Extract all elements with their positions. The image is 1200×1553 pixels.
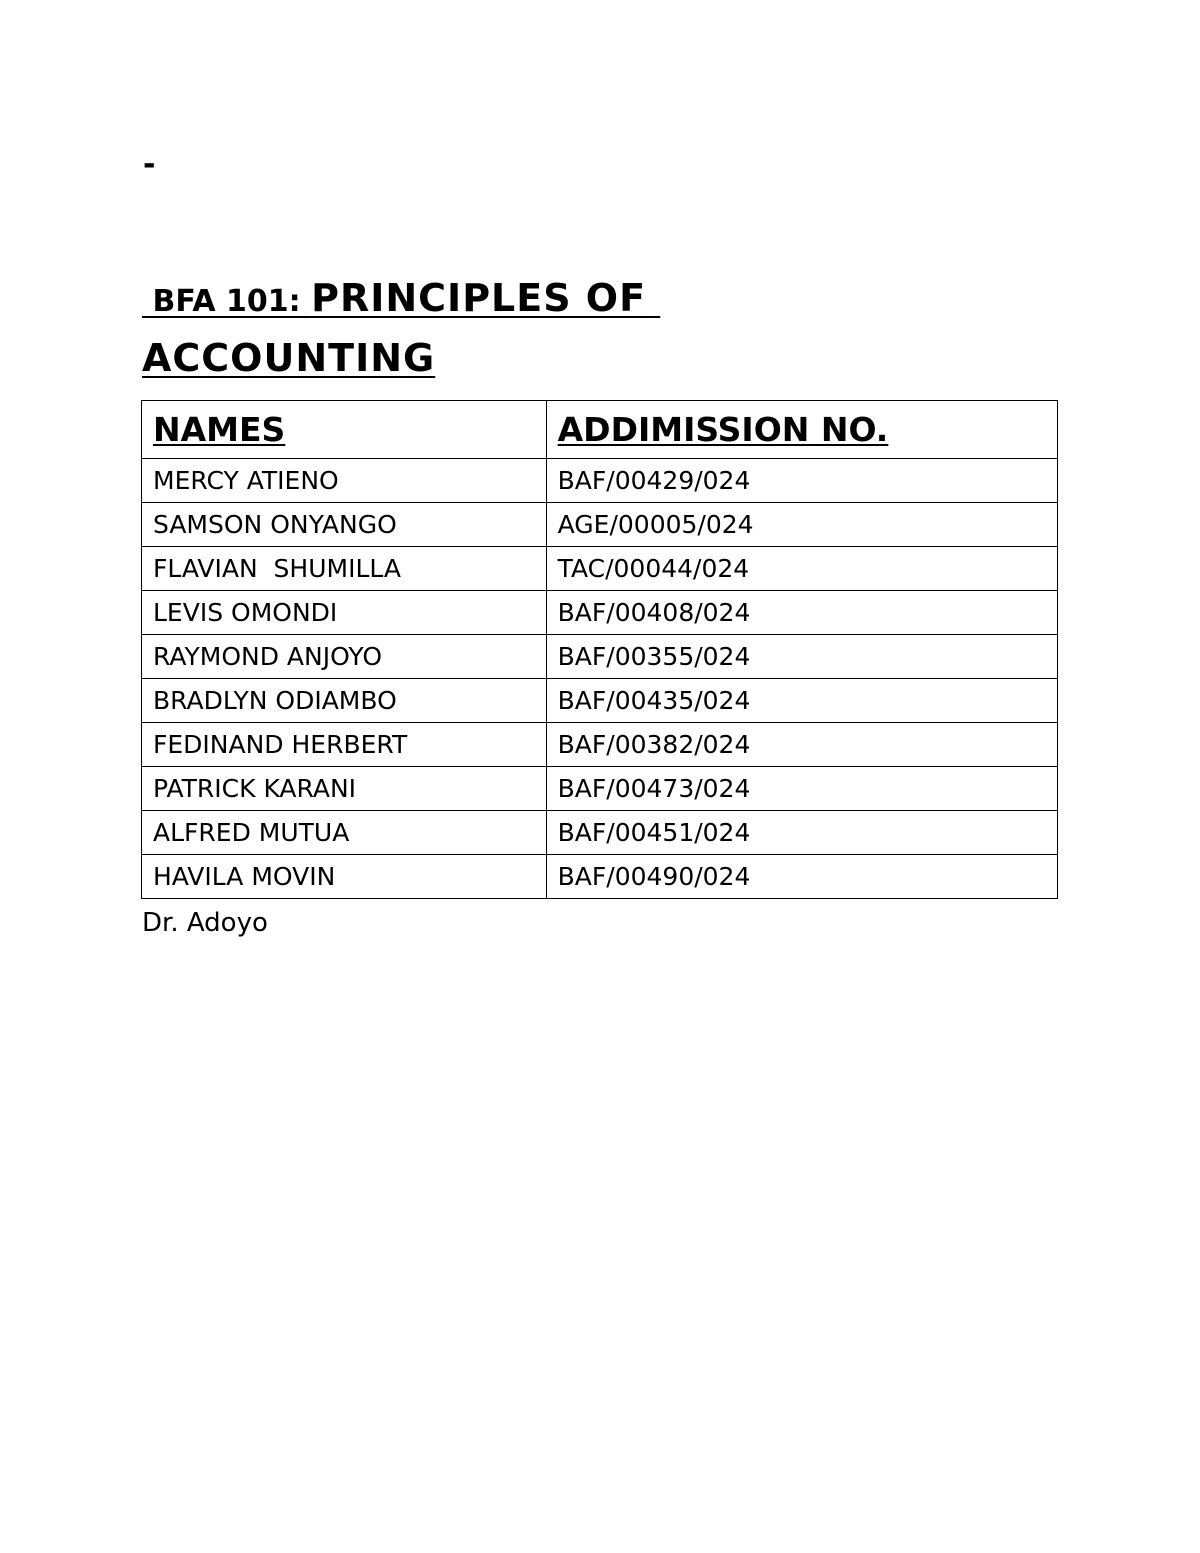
student-name-cell: HAVILA MOVIN: [142, 855, 547, 899]
page-title: [142, 270, 922, 388]
table-row: [142, 723, 1058, 767]
student-name-cell: MERCY ATIENO: [142, 459, 547, 503]
column-header-names: NAMES: [142, 401, 547, 459]
student-name-cell: SAMSON ONYANGO: [142, 503, 547, 547]
admission-number-cell: BAF/00408/024: [546, 591, 1057, 635]
admission-number-cell: BAF/00490/024: [546, 855, 1057, 899]
course-name: PRINCIPLES OF ACCOUNTING: [142, 276, 661, 380]
lecturer-signature-text: Dr. Adoyo: [142, 908, 268, 938]
student-name-cell: FLAVIAN SHUMILLA: [142, 547, 547, 591]
table-row: [142, 767, 1058, 811]
student-name-cell: PATRICK KARANI: [142, 767, 547, 811]
admission-number-cell: BAF/00451/024: [546, 811, 1057, 855]
table-row: [142, 591, 1058, 635]
admission-number-cell: BAF/00382/024: [546, 723, 1057, 767]
table-row: [142, 459, 1058, 503]
table-row: [142, 679, 1058, 723]
student-roster-table: [141, 400, 1058, 899]
admission-number-cell: TAC/00044/024: [546, 547, 1057, 591]
table-row: [142, 855, 1058, 899]
admission-number-cell: BAF/00473/024: [546, 767, 1057, 811]
table-row: [142, 635, 1058, 679]
admission-number-cell: BAF/00429/024: [546, 459, 1057, 503]
table-row: [142, 811, 1058, 855]
table-header-row: [142, 401, 1058, 459]
course-code: BFA 101:: [142, 284, 312, 319]
column-header-admission-no: ADDIMISSION NO.: [546, 401, 1057, 459]
admission-number-cell: AGE/00005/024: [546, 503, 1057, 547]
admission-number-cell: BAF/00355/024: [546, 635, 1057, 679]
table-row: [142, 503, 1058, 547]
admission-number-cell: BAF/00435/024: [546, 679, 1057, 723]
student-name-cell: FEDINAND HERBERT: [142, 723, 547, 767]
top-dash-mark: -: [143, 147, 156, 182]
student-name-cell: LEVIS OMONDI: [142, 591, 547, 635]
student-name-cell: ALFRED MUTUA: [142, 811, 547, 855]
student-name-cell: BRADLYN ODIAMBO: [142, 679, 547, 723]
student-name-cell: RAYMOND ANJOYO: [142, 635, 547, 679]
table-row: [142, 547, 1058, 591]
